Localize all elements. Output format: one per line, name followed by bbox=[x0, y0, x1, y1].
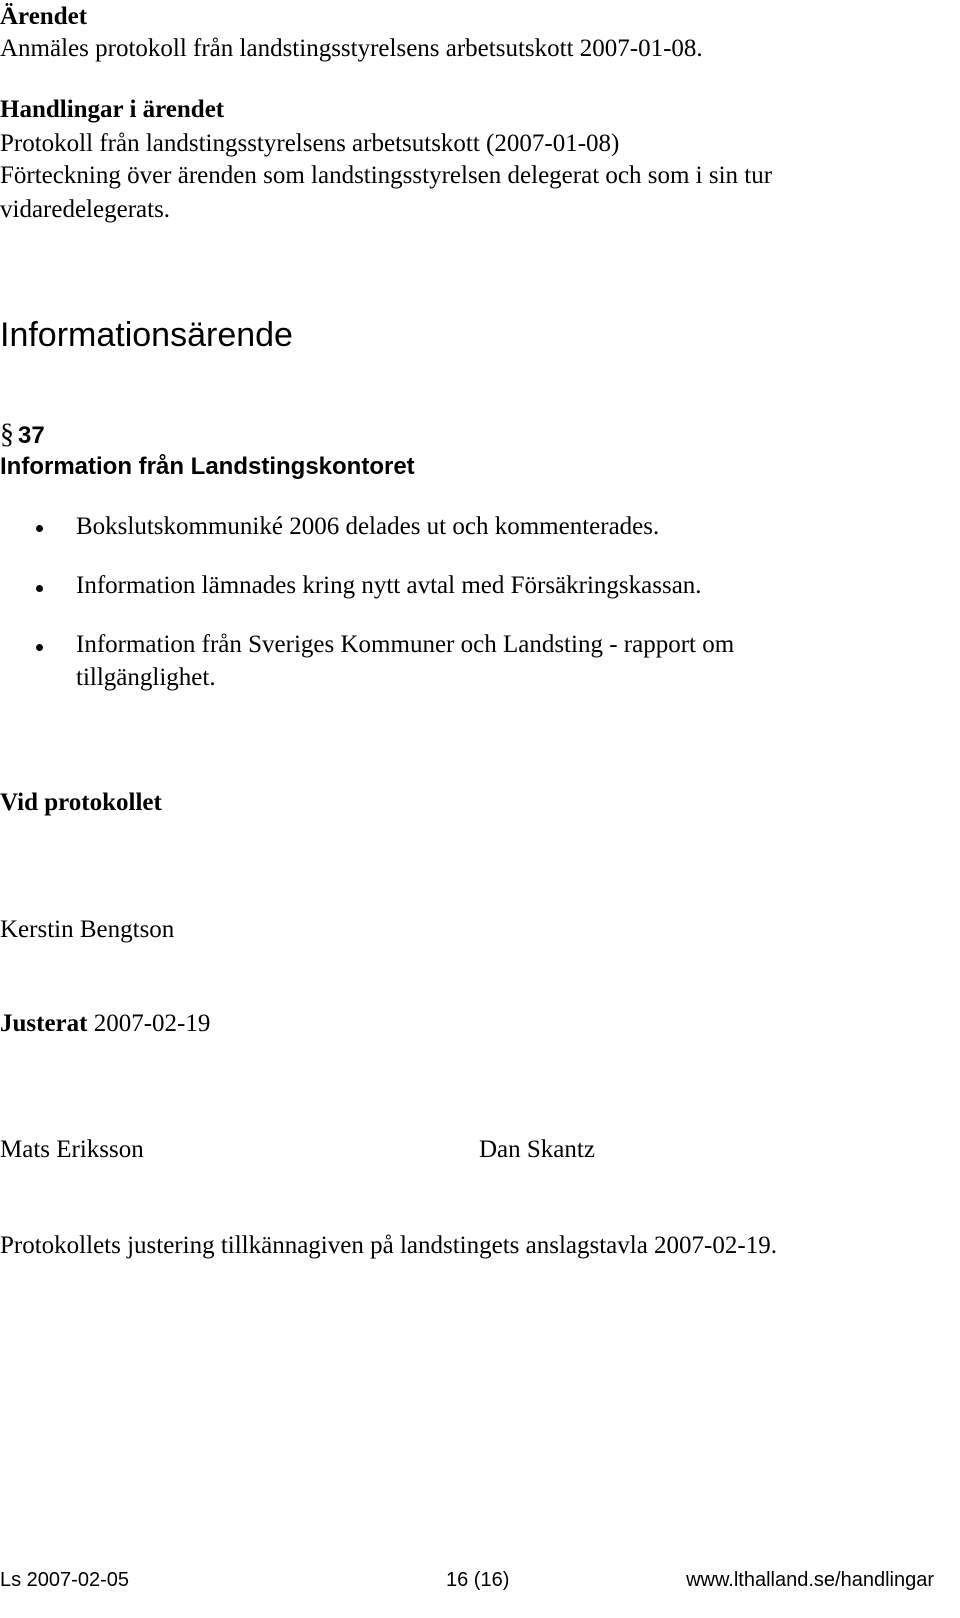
handlingar-line: Protokoll från landstingsstyrelsens arbetsutskott (2007-01-08) bbox=[0, 130, 620, 157]
justerat-date: 2007-02-19 bbox=[93, 1010, 211, 1037]
arende-text: Anmäles protokoll från landstingsstyrelsens arbetsutskott 2007-01-08. bbox=[0, 35, 703, 62]
adjuster-name: Mats Eriksson bbox=[0, 1136, 144, 1163]
announcement-notice: Protokollets justering tillkännagiven på landstingets anslagstavla 2007-02-19. bbox=[0, 1232, 777, 1259]
bullet-icon bbox=[36, 585, 43, 592]
bullet-icon bbox=[36, 644, 43, 651]
justerat-label: Justerat bbox=[0, 1010, 88, 1037]
paragraph-number: 37 bbox=[18, 422, 45, 449]
footer-url: www.lthalland.se/handlingar bbox=[686, 1569, 934, 1591]
handlingar-line: vidaredelegerats. bbox=[0, 196, 171, 223]
paragraph-number-row bbox=[0, 421, 45, 449]
vid-protokollet-label: Vid protokollet bbox=[0, 789, 162, 816]
bullet-item-continuation: tillgänglighet. bbox=[76, 664, 216, 691]
bullet-icon bbox=[36, 525, 43, 532]
item-title: Information från Landstingskontoret bbox=[0, 453, 415, 480]
handlingar-line: Förteckning över ärenden som landstingsstyrelsen delegerat och som i sin tur bbox=[0, 162, 773, 189]
bullet-item: Information lämnades kring nytt avtal med Försäkringskassan. bbox=[76, 572, 702, 599]
footer-page-number: 16 (16) bbox=[446, 1569, 510, 1591]
footer-date: Ls 2007-02-05 bbox=[0, 1569, 129, 1591]
handlingar-heading: Handlingar i ärendet bbox=[0, 96, 225, 123]
section-title: Informationsärende bbox=[0, 316, 293, 354]
justerat-row bbox=[0, 1011, 210, 1036]
adjuster-name: Dan Skantz bbox=[479, 1136, 595, 1163]
bullet-item: Information från Sveriges Kommuner och Landsting - rapport om bbox=[76, 631, 735, 658]
paragraph-sign: § bbox=[0, 419, 14, 450]
secretary-name: Kerstin Bengtson bbox=[0, 916, 175, 943]
arende-heading: Ärendet bbox=[0, 3, 88, 30]
bullet-item: Bokslutskommuniké 2006 delades ut och kommenterades. bbox=[76, 513, 660, 540]
